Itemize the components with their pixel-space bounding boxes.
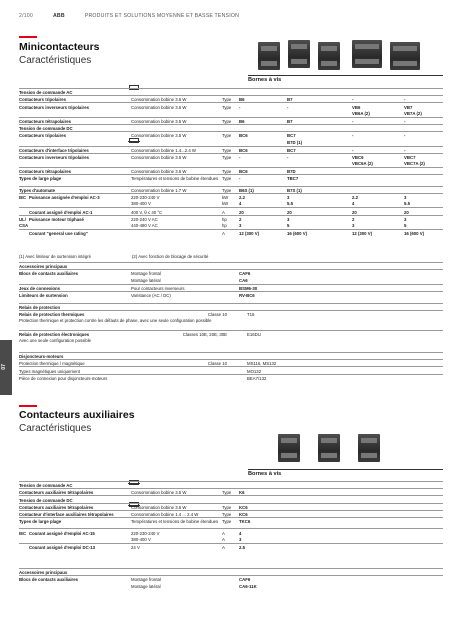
table-row — [19, 193, 443, 200]
cell-c4: 16 (600 V) — [287, 231, 308, 237]
cell-c5: - — [352, 97, 354, 103]
cell-c1: Montage latéral — [131, 583, 161, 589]
cell-c2: Type — [222, 490, 232, 496]
table-row — [19, 222, 443, 229]
table-row — [19, 138, 443, 145]
table-row — [19, 528, 443, 535]
cell-c4: B7S (1) — [287, 187, 302, 193]
cell-c4: 5 — [287, 222, 290, 228]
cell-c3: 3 — [239, 222, 242, 228]
table-row — [19, 269, 443, 276]
cell-c3: BC6 — [239, 169, 248, 175]
cell-c1: Consommation bobine 1.7 W — [131, 187, 187, 193]
cell-c5: 2 — [352, 216, 355, 222]
cell-c1: Consommation bobine 3.5 W — [131, 97, 187, 103]
cell-c1: 440-480 V AC — [131, 222, 158, 228]
table-row — [19, 276, 443, 283]
cell-c2: hp — [222, 222, 227, 228]
section1-bornes-label: Bornes à vis — [248, 75, 443, 83]
section1-title: Minicontacteurs — [19, 41, 100, 53]
cell-c4: B7D — [287, 169, 296, 175]
table-row — [19, 95, 443, 102]
row-label: Pièce de connexion pour disjoncteurs-moteurs — [19, 375, 108, 381]
accessories-title-text: Accessoires principaux — [19, 570, 68, 576]
row-label: Contacteurs tétrapolaires — [19, 169, 72, 175]
cell-c6: VB7A (2) — [404, 110, 422, 116]
cell-c6: - — [404, 97, 406, 103]
row-label: Contacteurs auxiliaires tétrapolaires — [19, 504, 94, 510]
row-label: Courant assigné d'emploi AC-1 — [29, 209, 93, 215]
standard-label: UL/ — [19, 216, 26, 222]
cell-c3: B6 — [239, 118, 245, 124]
cell-c4: BC7 — [287, 147, 296, 153]
table-row — [19, 186, 443, 193]
row-label: Puissance assignée d'emploi AC-3 — [29, 195, 100, 201]
cell-c2: Type — [222, 176, 232, 182]
cell-c2: Type — [222, 169, 232, 175]
table-row — [19, 124, 443, 131]
cell-c4: - — [287, 104, 289, 110]
cell-c6: 5.5 — [404, 201, 410, 207]
cell-c5: - — [352, 133, 354, 139]
section2-title: Contacteurs auxiliaires — [19, 409, 135, 421]
type-value: MS116, MS132 — [247, 361, 277, 367]
accessories-title — [19, 262, 443, 269]
cell-c5: - — [352, 147, 354, 153]
row-label: Contacteurs inverseurs tripolaires — [19, 154, 89, 160]
cell-c1: Consommation bobine 3.5 W — [131, 504, 187, 510]
row-description: Avec une seule configuration possible — [19, 337, 92, 343]
cell-c2: A — [222, 231, 225, 237]
cell-c1: Varistance (AC / DC) — [131, 292, 171, 298]
cell-c4: 3 — [287, 195, 290, 201]
cell-c6: 3 — [404, 195, 407, 201]
cell-c2: Type — [222, 133, 232, 139]
cell-c2: Type — [222, 147, 232, 153]
row-label: Types magnétiques uniquement — [19, 368, 80, 374]
cell-c1: 220-230-240 V — [131, 530, 160, 536]
cell-c6: VBC7A (2) — [404, 161, 425, 167]
header-title: PRODUITS ET SOLUTIONS MOYENNE ET BASSE TENSION — [84, 13, 240, 19]
cell-c3: - — [239, 176, 241, 182]
table-row — [19, 284, 443, 291]
cell-c1: 380-400 V — [131, 201, 151, 207]
cell-c1: Consommation bobine 3.5 W — [131, 490, 187, 496]
cell-c1: Montage frontal — [131, 577, 161, 583]
accessories-title — [19, 568, 443, 575]
cell-c1: Températures et tensions de bobine étendues — [131, 519, 219, 525]
cell-c3: 3 — [239, 536, 242, 542]
cell-c1: 220-230-240 V — [131, 195, 160, 201]
cell-c6: 16 (600 V) — [404, 231, 425, 237]
cell-c3: CAF6 — [239, 271, 251, 277]
cell-c5: 20 — [352, 209, 357, 215]
cell-c4: 5.5 — [287, 201, 293, 207]
cell-c1: Températures et tensions de bobine étendues — [131, 176, 219, 182]
brand-logo: ABB — [52, 13, 65, 19]
cell-c2: A — [222, 545, 225, 550]
table-row — [19, 543, 443, 550]
table-row — [19, 117, 443, 124]
footnote-1: (1) Avec limiteur de surtension intégré — [19, 254, 92, 259]
cell-c1: 220-240 V AC — [131, 216, 158, 222]
cell-c2: hp — [222, 216, 227, 222]
table-row — [19, 229, 443, 236]
auxiliary-contactor-product-image — [248, 430, 443, 466]
cell-c6: - — [404, 118, 406, 124]
row-label: Courant assigné d'emploi DC-13 — [29, 545, 95, 550]
cell-c4: B7D (1) — [287, 139, 303, 145]
table-row — [19, 207, 443, 214]
cell-c4: TBC7 — [287, 176, 299, 182]
cell-c1: Consommation bobine 3.5 W — [131, 154, 187, 160]
table-row — [19, 215, 443, 222]
footnote-2: (2) Avec fonction de blocage de sécurité — [132, 254, 209, 259]
table-row — [19, 374, 443, 381]
cell-c2: kW — [222, 195, 229, 201]
section2-bornes-label: Bornes à vis — [248, 469, 443, 477]
table-row — [19, 291, 443, 298]
cell-c3: TKC6 — [239, 519, 251, 525]
row-label: Puissance moteur triphasé — [29, 216, 84, 222]
row-label: Contacteurs d'interface tripolaires — [19, 147, 89, 153]
table-row — [19, 110, 443, 117]
row-label: Blocs de contacts auxiliaires — [19, 577, 78, 583]
cell-c6: 5 — [404, 222, 407, 228]
cell-c3: KC6 — [239, 504, 248, 510]
cell-c3: BC6 — [239, 147, 248, 153]
table-row — [19, 131, 443, 138]
cell-c1: Consommation bobine 3.5 W — [131, 133, 187, 139]
row-label: Contacteurs inverseurs tripolaires — [19, 104, 89, 110]
page-header — [19, 13, 442, 19]
row-label: Courant "general use rating" — [29, 231, 88, 237]
row-label: Jeux de connexions — [19, 285, 61, 291]
row-label: Tension de commande AC — [19, 483, 73, 489]
cell-c2: Type — [222, 118, 232, 124]
table-row — [19, 510, 443, 517]
row-label: Limiteurs de surtension — [19, 292, 68, 298]
cell-c3: B6 — [239, 97, 245, 103]
relays-title-text: Relais de protection — [19, 305, 61, 311]
cell-c3: 12 (300 V) — [239, 231, 260, 237]
cell-c6: - — [404, 147, 406, 153]
cell-c1: Consommation bobine 3.5 W — [131, 104, 187, 110]
cell-c2: A — [222, 209, 225, 215]
cell-c2: Type — [222, 504, 232, 510]
cell-c5: - — [352, 118, 354, 124]
cell-c3: 4 — [239, 530, 242, 536]
cell-c4: 3 — [287, 216, 290, 222]
cell-c6: - — [404, 133, 406, 139]
section1-table — [19, 88, 443, 236]
cell-c1: Consommation bobine 3.5 W — [131, 118, 187, 124]
cell-c2: Type — [222, 187, 232, 193]
table-row — [19, 102, 443, 109]
row-label: Courant assigné d'emploi AC-15 — [29, 530, 95, 536]
section1-relays — [19, 303, 443, 343]
table-row — [19, 200, 443, 207]
section1-motors — [19, 352, 443, 381]
cell-c6: 20 — [404, 209, 409, 215]
cell-c2: Type — [222, 154, 232, 160]
section2-accessories — [19, 568, 443, 590]
table-row — [19, 536, 443, 543]
cell-c1: Consommation bobine 1.4...2.4 W — [131, 147, 196, 153]
row-label: Contacteurs tripolaires — [19, 97, 67, 103]
class-label: Classe 10 — [207, 361, 227, 367]
cell-c2: A — [222, 530, 225, 536]
table-row — [19, 359, 443, 366]
cell-c1: Montage frontal — [131, 271, 161, 277]
table-row — [19, 575, 443, 582]
table-row — [19, 503, 443, 510]
cell-c4: B7 — [287, 97, 293, 103]
cell-c5: VBC6A (2) — [352, 161, 373, 167]
table-row — [19, 495, 443, 502]
row-description: Protection thermique et protection contre les défauts de phase, avec une seule configuration possible — [19, 317, 212, 323]
cell-c3: B6S (1) — [239, 187, 254, 193]
minicontactors-product-image — [248, 36, 443, 74]
cell-c3: 4 — [239, 201, 242, 207]
type-value: MO132 — [247, 368, 262, 374]
row-label: Tension de commande DC — [19, 497, 73, 503]
section1-subtitle: Caractéristiques — [19, 55, 92, 66]
cell-c5: VB6 — [352, 104, 361, 110]
row-label: Blocs de contacts auxiliaires — [19, 271, 78, 277]
table-row — [19, 88, 443, 95]
cell-c4: B7 — [287, 118, 293, 124]
row-label: Protection thermique / magnétique — [19, 361, 85, 367]
row-label: Tension de commande AC — [19, 90, 73, 96]
section-accent-bar — [19, 405, 37, 407]
standard-label: CSA — [19, 222, 29, 228]
table-row — [19, 167, 443, 174]
cell-c5: VB6A (2) — [352, 110, 370, 116]
cell-c3: CAF6 — [239, 577, 251, 583]
cell-c3: K6 — [239, 490, 245, 496]
cell-c6: 3 — [404, 216, 407, 222]
cell-c2: kW — [222, 201, 229, 207]
cell-c5: VBC6 — [352, 154, 364, 160]
section-accent-bar — [19, 36, 37, 38]
row-label: Tension de commande DC — [19, 126, 73, 132]
type-value: E16DU — [247, 332, 261, 338]
motors-title-text: Disjoncteurs-moteurs — [19, 354, 64, 360]
accessories-title-text: Accessoires principaux — [19, 264, 68, 270]
class-label: Classes 10E, 20E, 30E — [182, 332, 227, 338]
cell-c4: 20 — [287, 209, 292, 215]
cell-c1: Consommation bobine 3.5 W — [131, 169, 187, 175]
table-row — [19, 160, 443, 167]
section1-accessories — [19, 262, 443, 298]
cell-c4: BC7 — [287, 133, 296, 139]
cell-c3: 2 — [239, 216, 242, 222]
cell-c3: CA6-11K — [239, 583, 257, 589]
cell-c6: VB7 — [404, 104, 413, 110]
row-label: Types d'automate — [19, 187, 56, 193]
cell-c3: BSM6-30 — [239, 285, 258, 291]
cell-c5: 4 — [352, 201, 355, 207]
page-number: 2/100 — [19, 13, 33, 19]
row-label: Contacteur d'interface auxiliaires tétrapolaires — [19, 511, 114, 517]
row-label: Types de large plage — [19, 519, 62, 525]
table-row — [19, 517, 443, 529]
row-label: Contacteurs auxiliaires tétrapolaires — [19, 490, 94, 496]
section2-table — [19, 481, 443, 550]
cell-c1: 24 V — [131, 545, 140, 550]
cell-c2: Type — [222, 519, 232, 525]
cell-c5: 12 (300 V) — [352, 231, 373, 237]
table-row — [19, 310, 443, 330]
table-row — [19, 146, 443, 153]
type-value: BEA7/132 — [247, 375, 267, 381]
standard-label: IEC — [19, 530, 27, 536]
row-label: Types de large plage — [19, 176, 62, 182]
table-row — [19, 330, 443, 343]
cell-c1: 380-400 V — [131, 536, 151, 542]
type-value: T16 — [247, 312, 255, 318]
cell-c3: - — [239, 154, 241, 160]
relays-title — [19, 303, 443, 310]
cell-c5: 2.2 — [352, 195, 358, 201]
row-label: Contacteurs tripolaires — [19, 133, 67, 139]
table-row — [19, 366, 443, 373]
table-row — [19, 153, 443, 160]
cell-c2: Type — [222, 511, 232, 517]
section2-subtitle: Caractéristiques — [19, 423, 92, 434]
class-label: Classe 10 — [207, 312, 227, 318]
cell-c1: Consommation bobine 1.4 ... 2.4 W — [131, 511, 199, 517]
cell-c3: 20 — [239, 209, 244, 215]
cell-c3: KC6 — [239, 511, 248, 517]
table-row — [19, 582, 443, 589]
cell-c6: VBC7 — [404, 154, 416, 160]
table-row — [19, 174, 443, 186]
table-row — [19, 488, 443, 495]
cell-c3: RV-BC6 — [239, 292, 255, 298]
cell-c2: Type — [222, 97, 232, 103]
cell-c3: BC6 — [239, 133, 248, 139]
chapter-side-tab: 07 — [0, 340, 12, 395]
cell-c5: 3 — [352, 222, 355, 228]
table-row — [19, 481, 443, 488]
row-label: Contacteurs tétrapolaires — [19, 118, 72, 124]
cell-c1: Montage latéral — [131, 277, 161, 283]
cell-c2: A — [222, 536, 225, 542]
cell-c3: CA6 — [239, 277, 248, 283]
cell-c3: - — [239, 104, 241, 110]
cell-c2: Type — [222, 104, 232, 110]
standard-label: IEC — [19, 195, 27, 201]
cell-c1: Pour contacteurs inverseurs — [131, 285, 185, 291]
motors-title — [19, 352, 443, 359]
cell-c4: - — [287, 154, 289, 160]
cell-c3: 2.5 — [239, 545, 245, 550]
row-label: Relais de protection électroniques — [19, 332, 90, 338]
row-label: Relais de protection thermiques — [19, 312, 85, 318]
cell-c1: 400 V, θ ≤ 40 °C — [131, 209, 163, 215]
cell-c3: 2.2 — [239, 195, 245, 201]
